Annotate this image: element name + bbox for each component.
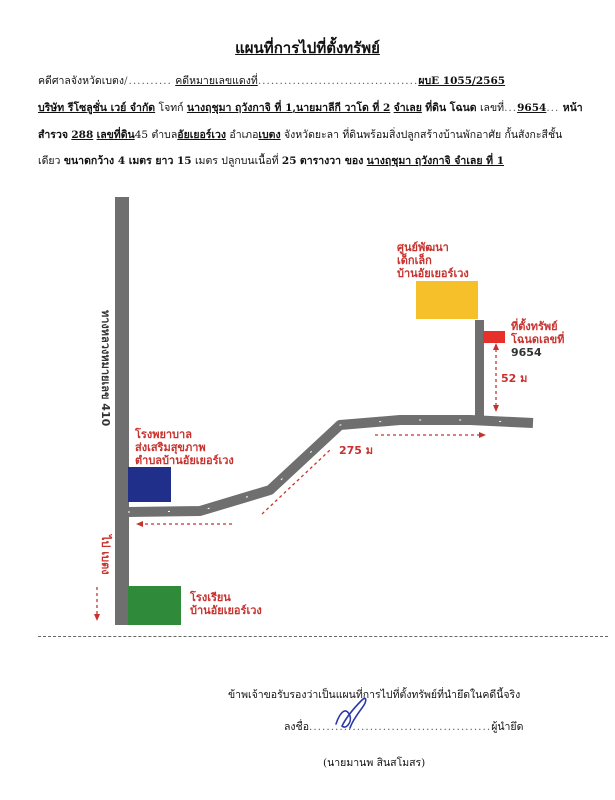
- seizer-label: ผู้นำยึด: [491, 721, 524, 733]
- plaintiff-label: โจทก์: [158, 102, 184, 114]
- amphoe-label: อำเภอ: [229, 129, 259, 141]
- case-line-2: บริษัท รีโซลูชั่น เวย์ จำกัด โจทก์ นางฤชุมา ฤวังกาจิ ที่ 1,นายมาลีกี วาโด ที่ 2 จำเลย ที่ดิน โฉนด เลขที่...9654... หน้า: [38, 102, 583, 114]
- child-center-label: [397, 241, 469, 280]
- sign-label: ลงชื่อ: [284, 721, 309, 733]
- plaintiff-name: บริษัท รีโซลูชั่น เวย์ จำกัด: [38, 102, 156, 114]
- school-line-2: บ้านอัยเยอร์เวง: [190, 604, 262, 617]
- signer-name: (นายมานพ สินสโมสร): [323, 757, 426, 769]
- child-center-line-1: ศูนย์พัฒนา: [397, 241, 449, 254]
- land-no-label: เลขที่ดิน: [96, 129, 135, 141]
- separator-line: [38, 636, 608, 637]
- page-label: หน้า: [562, 102, 583, 114]
- deed-number: 9654: [517, 102, 547, 114]
- to-betong-label: ไป เบตง: [99, 535, 112, 575]
- land-number: 45: [134, 129, 149, 141]
- amphoe: เบตง: [258, 129, 281, 141]
- signature-line: ลงชื่อ..........................................ผู้นำยึด: [284, 721, 524, 733]
- survey-number: 288: [71, 129, 94, 141]
- hospital-line-1: โรงพยาบาล: [135, 428, 192, 441]
- child-center-line-2: เด็กเล็ก: [397, 254, 432, 267]
- page-title: แผนที่การไปที่ตั้งทรัพย์: [235, 39, 380, 57]
- certification-text: ข้าพเจ้าขอรับรองว่าเป็นแผนที่การไปที่ตั้งทรัพย์ที่นำยึดในคดีนี้จริง: [228, 689, 521, 701]
- deed-label: เลขที่: [479, 102, 505, 114]
- school-marker: [128, 586, 181, 625]
- tambon-label: ตำบล: [151, 129, 178, 141]
- arrowhead-up-52: [493, 343, 499, 350]
- defendant-2: ,นายมาลีกี วาโด ที่ 2: [292, 102, 391, 114]
- survey-label: สำรวจ: [38, 129, 68, 141]
- owner-name: นางฤชุมา ฤวังกาจิ จำเลย ที่ 1: [366, 155, 505, 167]
- highway-410-road: [115, 197, 129, 625]
- red-case-label: คดีหมายเลขแดงที่: [175, 75, 258, 87]
- tambon: อัยเยอร์เวง: [177, 129, 227, 141]
- arrowhead-left-lower: [136, 521, 143, 527]
- property-line-2: โฉนดเลขที่: [511, 333, 565, 346]
- property-line-1: ที่ตั้งทรัพย์: [511, 320, 558, 333]
- case-line-1: คดีศาลจังหวัดเบตง/.......... คดีหมายเลขแดงที่.....................................ผบE 1055/2565: [38, 75, 506, 87]
- area-unit: ตารางวา ของ: [299, 155, 364, 167]
- distance-52-label: 52 ม: [501, 372, 528, 385]
- health-hospital-marker: [128, 467, 171, 502]
- arrowhead-right-upper: [479, 432, 486, 438]
- property-description: จังหวัดยะลา ที่ดินพร้อมสิ่งปลูกสร้างบ้านพักอาศัย กั้นสังกะสีชั้น: [283, 129, 563, 141]
- hospital-label: [135, 428, 234, 467]
- storey-text: เดียว: [38, 155, 61, 167]
- case-number: ผบE 1055/2565: [418, 75, 506, 87]
- size-text: ขนาดกว้าง 4 เมตร ยาว 15: [63, 155, 192, 167]
- property-marker: [483, 331, 505, 343]
- property-label: [511, 320, 564, 359]
- defendant-label: จำเลย: [393, 102, 422, 114]
- land-type: ที่ดิน โฉนด: [425, 102, 477, 114]
- child-center-line-3: บ้านอัยเยอร์เวง: [397, 267, 469, 280]
- court-label: คดีศาลจังหวัดเบตง: [38, 75, 124, 87]
- area-value: 25: [281, 155, 297, 167]
- property-line-3: 9654: [511, 346, 542, 359]
- distance-275-label: 275 ม: [339, 444, 374, 457]
- child-development-center-marker: [416, 281, 478, 319]
- arrowhead-down-betong: [94, 614, 100, 621]
- hospital-line-2: ส่งเสริมสุขภาพ: [135, 441, 206, 454]
- school-label: [190, 591, 262, 617]
- highway-label: ทางหลวงหมายเลข 410: [99, 310, 112, 427]
- area-label: เมตร ปลูกบนเนื้อที่: [194, 155, 279, 167]
- school-line-1: โรงเรียน: [190, 591, 231, 604]
- side-road: [475, 320, 484, 423]
- arrowhead-down-52: [493, 405, 499, 412]
- defendant-1: นางฤชุมา ฤวังกาจิ ที่ 1: [186, 102, 293, 114]
- hospital-line-3: ตำบลบ้านอัยเยอร์เวง: [135, 454, 234, 467]
